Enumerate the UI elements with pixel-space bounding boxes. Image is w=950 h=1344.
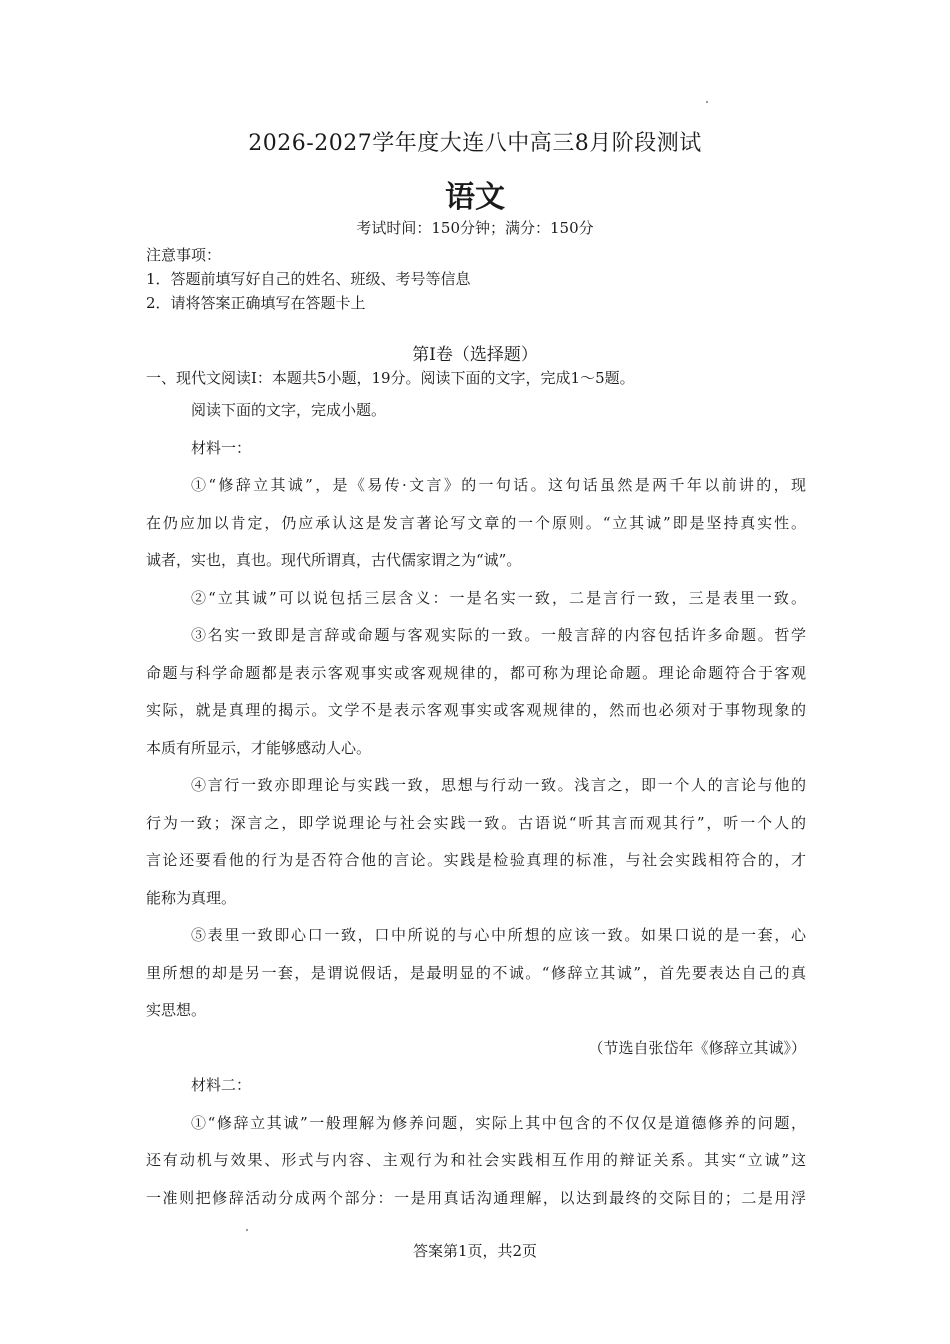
passage-line: 实际，就是真理的揭示。文学不是表示客观事实或客观规律的，然而也必须对于事物现象的 [146, 701, 806, 719]
passage-line: 还有动机与效果、形式与内容、主观行为和社会实践相互作用的辩证关系。其实“立诚”这 [146, 1151, 806, 1169]
reading-passage [146, 396, 806, 1221]
exam-title: 2026-2027学年度大连八中高三8月阶段测试 [248, 131, 702, 156]
notice-item: 1．答题前填写好自己的姓名、班级、考号等信息 [146, 270, 471, 288]
source-citation: （节选自张岱年《修辞立其诚》） [588, 1038, 806, 1057]
scan-speck [706, 101, 708, 103]
material-label: 材料一： [191, 438, 252, 457]
passage-line: ⑤表里一致即心口一致，口中所说的与心中所想的应该一致。如果口说的是一套，心 [191, 926, 806, 944]
scan-speck [246, 1229, 248, 1231]
page-footer: 答案第1页，共2页 [412, 1242, 538, 1260]
passage-line: 在仍应加以肯定，仍应承认这是发言著论写文章的一个原则。“立其诚”即是坚持真实性。 [146, 513, 806, 532]
notice-block [146, 243, 471, 315]
passage-line: 实思想。 [146, 1001, 207, 1019]
passage-line: ①“修辞立其诚”一般理解为修养问题，实际上其中包含的不仅仅是道德修养的问题， [191, 1113, 806, 1132]
passage-line: 一准则把修辞活动分成两个部分：一是用真话沟通理解，以达到最终的交际目的；二是用浮 [146, 1188, 806, 1207]
passage-line: ③名实一致即是言辞或命题与客观实际的一致。一般言辞的内容包括许多命题。哲学 [191, 626, 806, 644]
passage-line: 诚者，实也，真也。现代所谓真，古代儒家谓之为“诚”。 [146, 551, 522, 569]
section-title: 一、现代文阅读Ⅰ：本题共5小题，19分。阅读下面的文字，完成1～5题。 [146, 369, 635, 387]
passage-line: 能称为真理。 [146, 888, 237, 907]
exam-info: 考试时间：150分钟；满分：150分 [356, 219, 594, 237]
passage-line: 行为一致；深言之，即学说理论与社会实践一致。古语说“听其言而观其行”，听一个人的 [146, 813, 806, 832]
material-label: 材料二： [191, 1076, 252, 1094]
passage-line: 里所想的却是另一套，是谓说假话，是最明显的不诚。“修辞立其诚”，首先要表达自己的真 [146, 963, 806, 982]
part-title: 第I卷（选择题） [412, 345, 538, 365]
passage-instruction: 阅读下面的文字，完成小题。 [191, 401, 387, 419]
notice-title: 注意事项： [146, 246, 222, 264]
passage-line: 言论还要看他的行为是否符合他的言论。实践是检验真理的标准，与社会实践相符合的，才 [146, 851, 806, 869]
passage-line: ②“立其诚”可以说包括三层含义：一是名实一致，二是言行一致，三是表里一致。 [191, 588, 806, 607]
subject-title: 语文 [445, 180, 505, 215]
passage-line: ④言行一致亦即理论与实践一致，思想与行动一致。浅言之，即一个人的言论与他的 [191, 776, 806, 794]
passage-line: ①“修辞立其诚”，是《易传·文言》的一句话。这句话虽然是两千年以前讲的，现 [191, 476, 806, 494]
notice-item: 2．请将答案正确填写在答题卡上 [146, 294, 366, 312]
passage-line: 本质有所显示，才能够感动人心。 [146, 738, 372, 757]
passage-line: 命题与科学命题都是表示客观事实或客观规律的，都可称为理论命题。理论命题符合于客观 [146, 663, 806, 682]
